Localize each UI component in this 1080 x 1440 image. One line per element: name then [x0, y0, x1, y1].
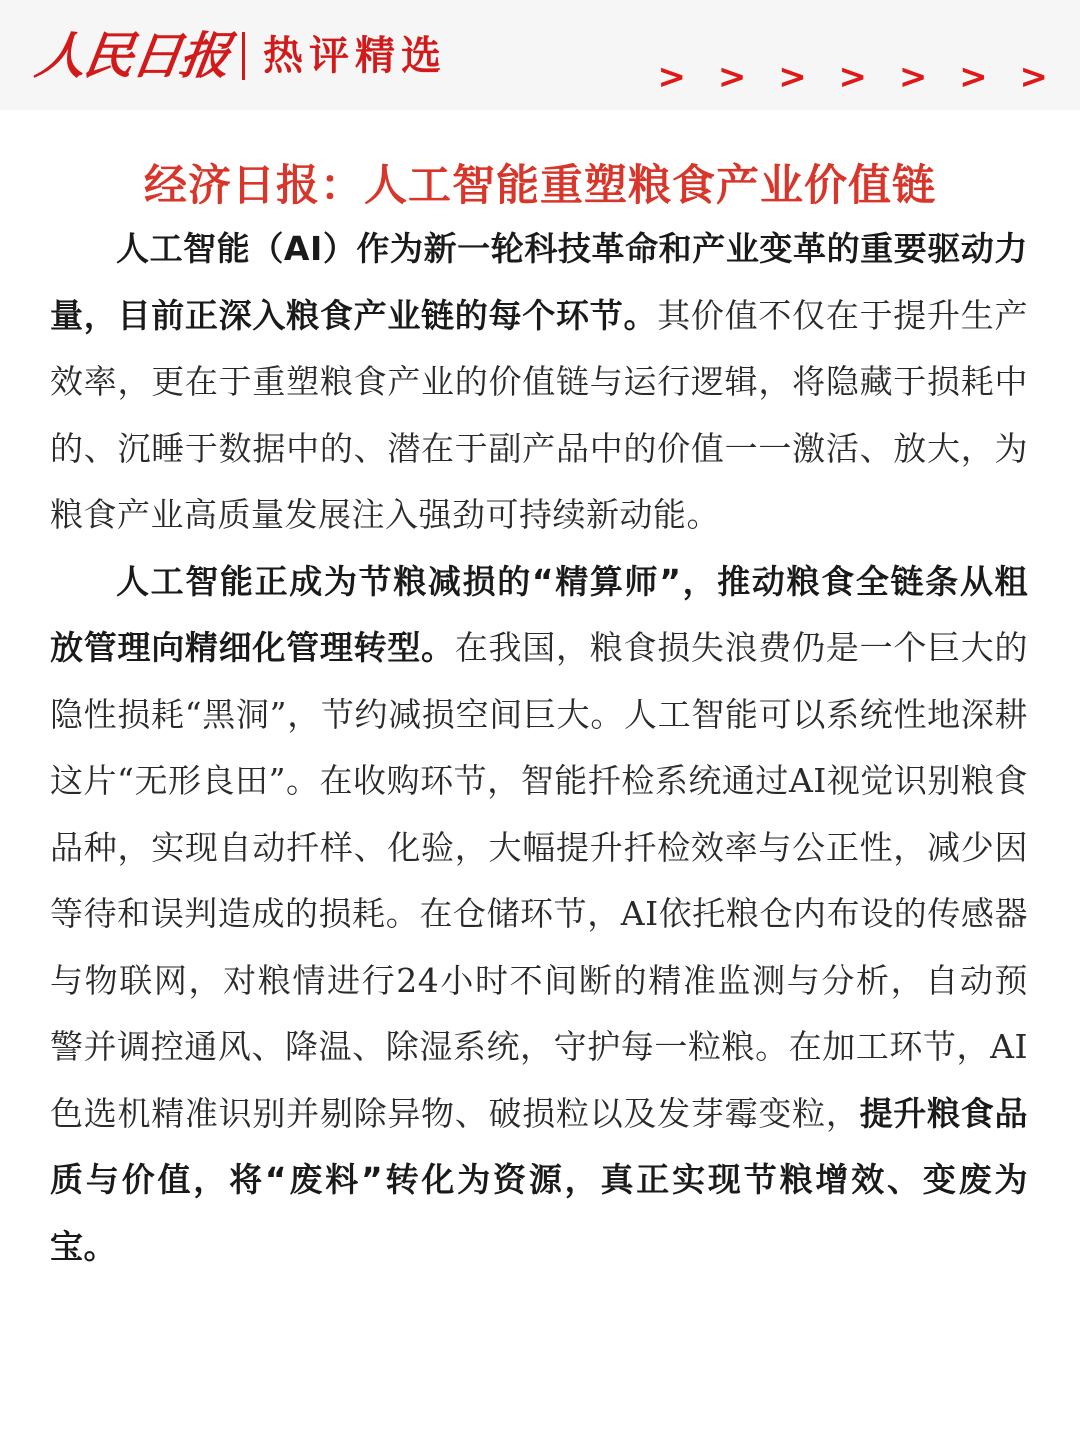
brand-divider	[242, 32, 245, 80]
article-body	[50, 216, 1028, 1280]
peoples-daily-logo: 人民日报	[31, 26, 233, 85]
brand	[31, 26, 447, 86]
paragraph-1-lead: 人工智能（AI）作为新一轮科技革命和产业变革的重要驱动力量，目前正深入粮食产业链的每个环节。	[50, 229, 1028, 335]
column-name: 热评精选	[263, 33, 447, 79]
paragraph-2	[50, 549, 1028, 1281]
article-title: 经济日报：人工智能重塑粮食产业价值链	[144, 160, 936, 211]
paragraph-2-conclusion: 提升粮食品质与价值，将“废料”转化为资源，真正实现节粮增效、变废为宝。	[50, 1093, 1029, 1266]
paragraph-1-body: 其价值不仅在于提升生产效率，更在于重塑粮食产业的价值链与运行逻辑，将隐藏于损耗中的、沉睡于数据中的、潜在于副产品中的价值一一激活、放大，为粮食产业高质量发展注入强劲可持续新动能。	[50, 295, 1029, 534]
header-banner	[0, 0, 1080, 110]
paragraph-1	[50, 216, 1028, 549]
arrows-decoration: > > > > > > >	[657, 57, 1058, 97]
paragraph-2-lead: 人工智能正成为节粮减损的“精算师”，推动粮食全链条从粗放管理向精细化管理转型。	[50, 561, 1028, 667]
paragraph-2-body: 在我国，粮食损失浪费仍是一个巨大的隐性损耗“黑洞”，节约减损空间巨大。人工智能可以系统性地深耕这片“无形良田”。在收购环节，智能扦检系统通过AI视觉识别粮食品种，实现自动扦样、化验，大幅提升扦检效率与公正性，减少因等待和误判造成的损耗。在仓储环节，AI依托粮仓内布设的传感器与物联网，对粮情进行24小时不间断的精准监测与分析，自动预警并调控通风、降温、除湿系统，守护每一粒粮。在加工环节，AI色选机精准识别并剔除异物、破损粒以及发芽霉变粒，	[50, 628, 1029, 1133]
